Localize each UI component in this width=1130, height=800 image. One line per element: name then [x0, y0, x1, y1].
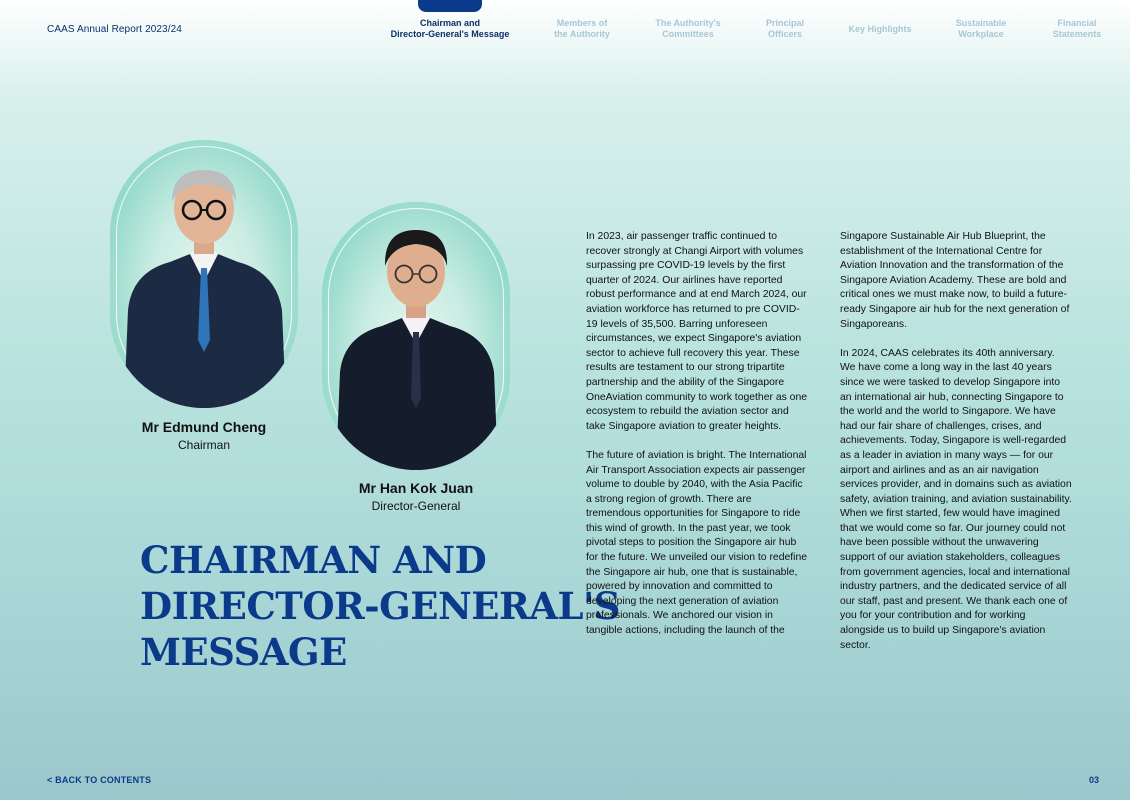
page-title	[140, 537, 621, 675]
back-to-contents-link[interactable]: < BACK TO CONTENTS	[47, 775, 152, 785]
page-title-line: MESSAGE	[140, 630, 347, 674]
body-paragraph: Singapore Sustainable Air Hub Blueprint, the establishment of the International Centre for Aviation Innovation and the transformation of the Singapore Aviation Academy. These are bold and critical ones we must make now, to build a future-ready Singapore air hub for the next generation of Singaporeans.	[840, 231, 1070, 330]
page-title-line: DIRECTOR-GENERAL'S	[140, 584, 621, 628]
page-number: 03	[1088, 775, 1099, 785]
nav-tab-sustainable-workplace[interactable]: Sustainable Workplace	[955, 18, 1007, 39]
chairman-photo	[110, 140, 298, 408]
chairman-role: Chairman	[177, 438, 231, 452]
director-general-portrait	[322, 202, 510, 470]
body-paragraph: The future of aviation is bright. The International Air Transport Association expects air passenger volume to double by 2040, with the Asia Pacific a strong region of growth. There are tremendous opportunities for Singapore to ride this wind of growth. In the past year, we took pivotal steps to position the Singapore air hub for the future. We unveiled our vision to redefine the Singapore air hub, one that is sustainable, powered by innovation and committed to developing the next generation of aviation professionals. We anchored our vision in tangible actions, including the launch of the	[586, 449, 808, 637]
nav-tab-key-highlights[interactable]: Key Highlights	[848, 24, 912, 34]
nav-tab-principal-officers[interactable]: Principal Officers	[765, 18, 804, 39]
active-tab-indicator	[418, 0, 482, 12]
body-column-1	[586, 230, 808, 653]
nav-tab-chairman-message[interactable]: Chairman and Director-General's Message	[390, 18, 510, 39]
director-general-role: Director-General	[371, 499, 461, 513]
body-paragraph: In 2024, CAAS celebrates its 40th anniversary. We have come a long way in the last 40 years since we were tasked to develop Singapore into an international air hub, connecting Singapore to the world and the world to Singapore. We have had our fair share of challenges, crises, and achievements. Today, Singapore is well-regarded as a leader in aviation in many ways — for our airport and airlines and as an air navigation services provider, and in domains such as aviation safety, aviation training, and aviation sustainability. When we first started, few would have imagined that we would come so far. Our journey could not have been possible without the unwavering support of our aviation stakeholders, colleagues from government agencies, local and international industry partners, and the dedicated service of all our staff, past and present. We thank each one of you for your contribution and for working alongside us to build up Singapore's aviation sector.	[840, 347, 1072, 651]
nav-tab-members[interactable]: Members of the Authority	[554, 18, 610, 39]
chairman-name: Mr Edmund Cheng	[141, 419, 267, 435]
nav-tab-committees[interactable]: The Authority's Committees	[655, 18, 721, 39]
top-navigation-bar	[0, 0, 1130, 60]
nav-tab-financial-statements[interactable]: Financial Statements	[1052, 18, 1102, 39]
body-column-2	[840, 230, 1072, 668]
body-paragraph: In 2023, air passenger traffic continued to recover strongly at Changi Airport with volumes surpassing pre COVID-19 levels by the first quarter of 2024. Our airlines have reported robust performance and at end March 2024, our aviation workforce has returned to pre COVID-19 levels of 35,500. Barring unforeseen circumstances, we expect Singapore's aviation sector to achieve full recovery this year. These results are testament to our strong tripartite partnership and the ability of the Singapore OneAviation community to work together as one ecosystem to rebuild the aviation sector and take Singapore aviation to greater heights.	[586, 231, 808, 432]
director-general-caption	[322, 480, 510, 513]
director-general-photo	[322, 202, 510, 470]
chairman-portrait	[110, 140, 298, 408]
report-title: CAAS Annual Report 2023/24	[47, 24, 182, 35]
page-title-line: CHAIRMAN AND	[140, 538, 487, 582]
director-general-name: Mr Han Kok Juan	[358, 480, 474, 496]
chairman-caption	[110, 419, 298, 452]
